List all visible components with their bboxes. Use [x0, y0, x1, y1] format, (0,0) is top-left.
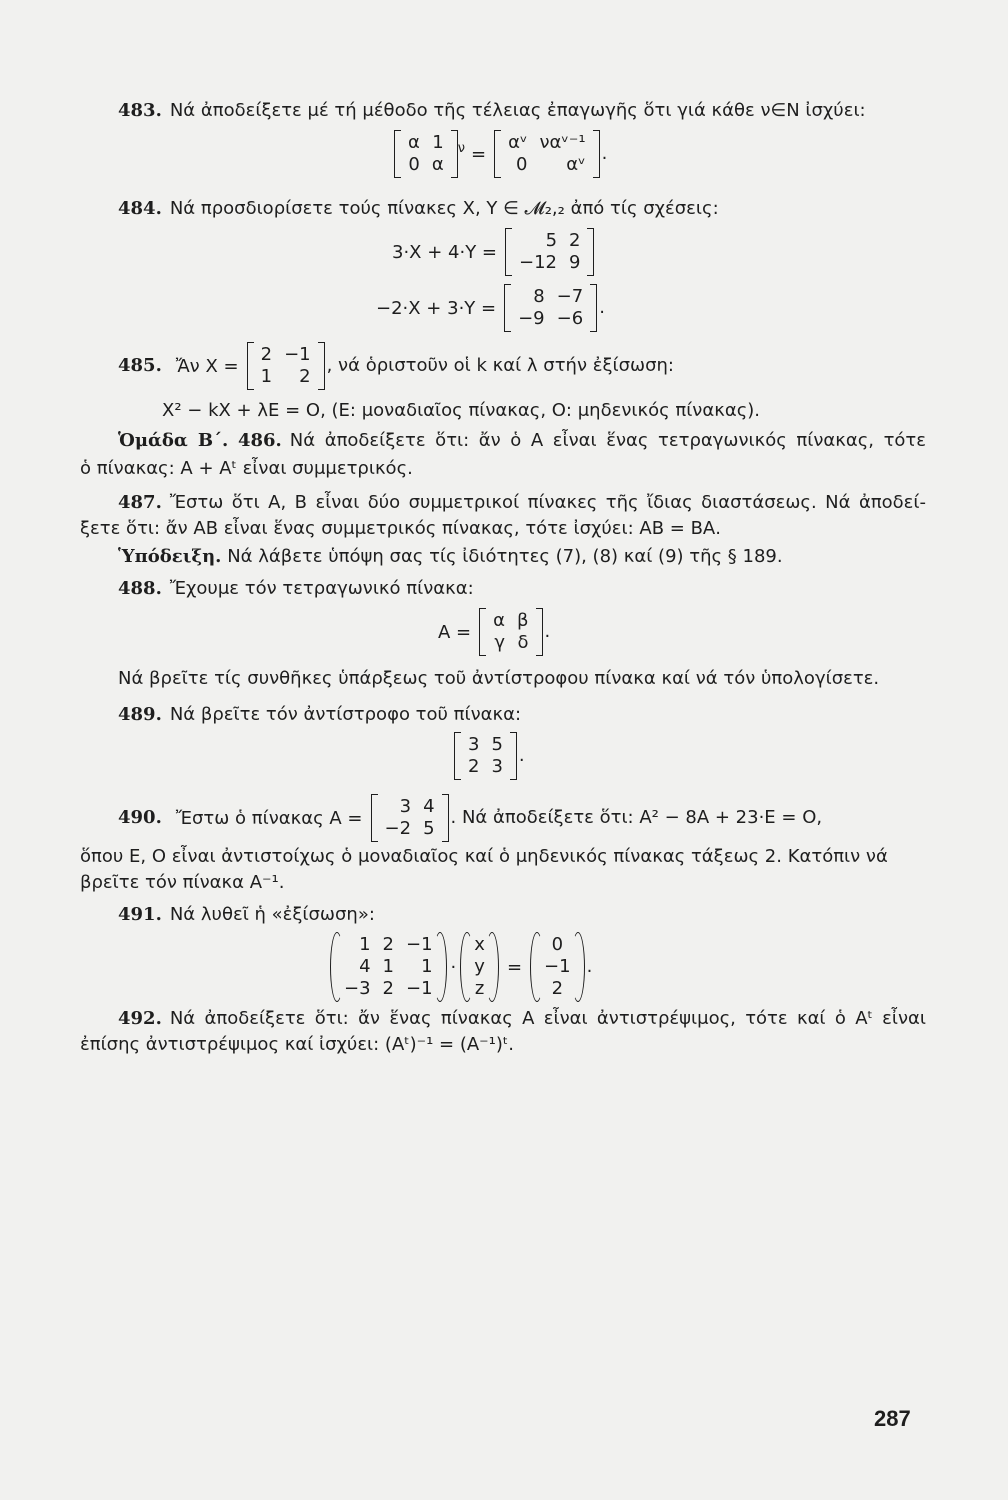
problem-number: 486.	[237, 430, 282, 451]
matrix-cell: −7	[556, 286, 584, 307]
problem-text: Νά ἀποδείξετε ὅτι: ἄν ὁ Α εἶναι ἕνας τετραγωνικός πίνακας, τότε	[289, 430, 927, 451]
matrix-cell: α	[431, 154, 444, 175]
matrix-row	[338, 956, 439, 978]
matrix-cell: 2	[468, 756, 480, 777]
problem-number: 485.	[118, 355, 162, 376]
problem-488-line2	[118, 666, 926, 692]
period: .	[586, 956, 593, 977]
equals-sign: =	[471, 143, 487, 165]
problem-number: 483.	[118, 100, 162, 121]
matrix	[505, 228, 594, 276]
page-number: 287	[874, 1406, 911, 1431]
matrix-cell: 1	[432, 132, 444, 153]
problem-text: Νά προσδιορίσετε τούς πίνακες Χ, Υ ∈ 𝓜₂,₂ ἀπό τίς σχέσεις:	[169, 198, 719, 219]
problem-489	[118, 702, 926, 728]
period: .	[599, 297, 605, 318]
group-heading: Ὁμάδα Β΄.	[118, 430, 229, 451]
matrix-cell: δ	[517, 632, 529, 653]
problem-492	[118, 1006, 926, 1032]
problem-486-line2	[80, 456, 926, 482]
matrix-cell: 0	[408, 154, 420, 175]
matrix-row	[487, 610, 534, 632]
matrix-cell: 2	[569, 230, 581, 251]
matrix-cell: 3	[491, 756, 503, 777]
matrix-row	[338, 978, 439, 1000]
matrix-cell: 3	[399, 796, 412, 817]
matrix-cell: α	[408, 132, 420, 153]
matrix-row	[502, 154, 592, 176]
problem-487	[118, 490, 926, 516]
matrix-cell: αᵛ	[566, 154, 586, 175]
problem-number: 484.	[118, 198, 162, 219]
matrix	[479, 608, 542, 656]
matrix-cell: β	[517, 610, 529, 631]
matrix-row	[468, 934, 491, 956]
problem-text: ξετε ὅτι: ἄν ΑΒ εἶναι ἕνας συμμετρικός πίνακας, τότε ἰσχύει: ΑΒ = ΒΑ.	[80, 518, 721, 539]
matrix-row	[338, 934, 439, 956]
matrix-cell: z	[474, 978, 485, 999]
problem-text: , νά ὁριστοῦν οἱ k καί λ στήν ἐξίσωση:	[326, 355, 674, 376]
equation-484-1	[386, 228, 596, 276]
problem-485	[118, 342, 674, 390]
problem-text: Νά ἀποδείξετε ὅτι: ἄν ἕνας πίνακας Α εἶναι ἀντιστρέψιμος, τότε καί ὁ Αᵗ εἶναι	[169, 1008, 926, 1029]
matrix	[504, 284, 597, 332]
problem-text: . Νά ἀποδείξετε ὅτι: Α² − 8Α + 23·Ε = Ο,	[450, 807, 823, 828]
problem-text: Ἔστω ὅτι Α, Β εἶναι δύο συμμετρικοί πίνακες τῆς ἴδιας διαστάσεως. Νά ἀποδεί-	[169, 492, 926, 513]
problem-number: 489.	[118, 704, 162, 725]
matrix-cell: 3	[468, 734, 480, 755]
matrix-row	[513, 230, 586, 252]
equation-484-2	[370, 284, 605, 332]
matrix	[494, 130, 600, 178]
matrix-cell: −9	[518, 308, 545, 329]
matrix-cell: x	[474, 934, 485, 955]
matrix-cell: 2	[382, 934, 394, 955]
matrix-cell: −1	[544, 956, 571, 977]
matrix-row	[255, 344, 317, 366]
equals-sign: =	[506, 956, 523, 978]
problem-text: Νά βρεῖτε τόν ἀντίστροφο τοῦ πίνακα:	[169, 704, 522, 725]
matrix-cell: 8	[533, 286, 545, 307]
hint-text: Νά λάβετε ὑπόψη σας τίς ἰδιότητες (7), (8) καί (9) τῆς § 189.	[227, 546, 783, 567]
equation-lhs: −2·Χ + 3·Υ =	[376, 297, 497, 319]
problem-490-line3	[80, 870, 926, 896]
problem-number: 491.	[118, 904, 162, 925]
matrix-row	[513, 252, 586, 274]
problem-485-line2	[162, 398, 970, 424]
matrix-cell: y	[474, 956, 485, 977]
matrix-cell: 5	[491, 734, 503, 755]
problem-text: Νά λυθεῖ ἡ «ἐξίσωση»:	[169, 904, 375, 925]
matrix-cell: 1	[260, 366, 273, 387]
problem-text: Ἔστω ὁ πίνακας Α =	[175, 807, 363, 829]
matrix-row	[402, 132, 450, 154]
equation-489	[452, 732, 525, 780]
problem-text: ἐπίσης ἀντιστρέψιμος καί ἰσχύει: (Αᵗ)⁻¹ = (Α⁻¹)ᵗ.	[80, 1034, 514, 1055]
problem-text: Νά ἀποδείξετε μέ τή μέθοδο τῆς τέλειας ἐπαγωγῆς ὅτι γιά κάθε ν∈N ἰσχύει:	[169, 100, 866, 121]
problem-number: 487.	[118, 492, 162, 513]
matrix	[371, 794, 449, 842]
matrix-cell: 4	[359, 956, 371, 977]
problem-text: Νά βρεῖτε τίς συνθῆκες ὑπάρξεως τοῦ ἀντίστροφου πίνακα καί νά τόν ὑπολογίσετε.	[118, 668, 880, 689]
problem-text: Ἄν Χ =	[175, 355, 239, 377]
matrix-cell: 1	[359, 934, 371, 955]
matrix-row	[502, 132, 592, 154]
matrix-cell: 5	[545, 230, 558, 251]
matrix-cell: 5	[423, 818, 435, 839]
matrix-cell: ναᵛ⁻¹	[539, 132, 586, 153]
problem-484	[118, 196, 926, 222]
equation-491	[328, 932, 592, 1002]
matrix-cell: −3	[344, 978, 371, 999]
matrix-cell: 1	[421, 956, 433, 977]
vector	[460, 932, 499, 1002]
problem-491	[118, 902, 926, 928]
problem-text: ὁ πίνακας: Α + Αᵗ εἶναι συμμετρικός.	[80, 458, 413, 479]
matrix-cell: −6	[556, 308, 584, 329]
equation-lhs: Α =	[438, 621, 472, 643]
problem-487-line2	[80, 516, 926, 542]
period: .	[601, 143, 608, 164]
problem-text: βρεῖτε τόν πίνακα Α⁻¹.	[80, 872, 285, 893]
hint-label: Ὑπόδειξη.	[118, 546, 222, 567]
matrix-row	[379, 818, 441, 840]
matrix-cell: 2	[299, 366, 311, 387]
problem-488	[118, 576, 926, 602]
problem-490	[118, 794, 926, 842]
matrix-cell: −1	[406, 934, 433, 955]
matrix-row	[462, 734, 509, 756]
period: .	[544, 621, 551, 642]
problem-number: 490.	[118, 807, 162, 828]
matrix-row	[462, 756, 509, 778]
matrix-row	[468, 956, 491, 978]
matrix-row	[402, 154, 450, 176]
problem-number: 492.	[118, 1008, 162, 1029]
matrix	[394, 130, 458, 178]
equation-488	[432, 608, 550, 656]
problem-486	[118, 428, 926, 454]
matrix-row	[379, 796, 441, 818]
equation-483	[392, 130, 607, 178]
matrix-row	[538, 934, 577, 956]
matrix-cell: −2	[384, 818, 412, 839]
matrix-row	[512, 286, 589, 308]
matrix-cell: −1	[406, 978, 433, 999]
matrix-cell: 2	[382, 978, 394, 999]
dot-operator: ·	[450, 956, 457, 978]
matrix	[330, 932, 447, 1002]
matrix-row	[468, 978, 491, 1000]
problem-text: Χ² − kΧ + λΕ = Ο, (Ε: μοναδιαῖος πίνακας, Ο: μηδενικός πίνακας).	[162, 400, 761, 421]
matrix-cell: 0	[516, 154, 528, 175]
matrix-row	[512, 308, 589, 330]
matrix	[247, 342, 325, 390]
problem-490-line2	[80, 844, 926, 870]
problem-text: Ἔχουμε τόν τετραγωνικό πίνακα:	[169, 578, 474, 599]
equation-lhs: 3·Χ + 4·Υ =	[392, 241, 498, 263]
matrix-cell: 1	[382, 956, 394, 977]
matrix-cell: γ	[494, 632, 505, 653]
vector	[530, 932, 585, 1002]
matrix-cell: αᵛ	[508, 132, 528, 153]
matrix-cell: 4	[423, 796, 435, 817]
period: .	[518, 745, 525, 766]
matrix-cell: −12	[519, 252, 558, 273]
exponent: ν	[457, 141, 466, 156]
matrix-row	[487, 632, 534, 654]
matrix	[454, 732, 517, 780]
problem-483	[118, 98, 926, 124]
problem-492-line2	[80, 1032, 926, 1058]
matrix-cell: 2	[551, 978, 564, 999]
matrix-cell: 9	[569, 252, 581, 273]
matrix-cell: 2	[260, 344, 273, 365]
matrix-cell: α	[493, 610, 505, 631]
matrix-row	[538, 956, 577, 978]
hint-487	[118, 544, 926, 570]
matrix-cell: 0	[551, 934, 564, 955]
problem-text: ὅπου Ε, Ο εἶναι ἀντιστοίχως ὁ μοναδιαῖος καί ὁ μηδενικός πίνακας τάξεως 2. Κατόπιν νά	[80, 846, 888, 867]
matrix-row	[538, 978, 577, 1000]
problem-number: 488.	[118, 578, 162, 599]
matrix-row	[255, 366, 317, 388]
matrix-cell: −1	[284, 344, 311, 365]
